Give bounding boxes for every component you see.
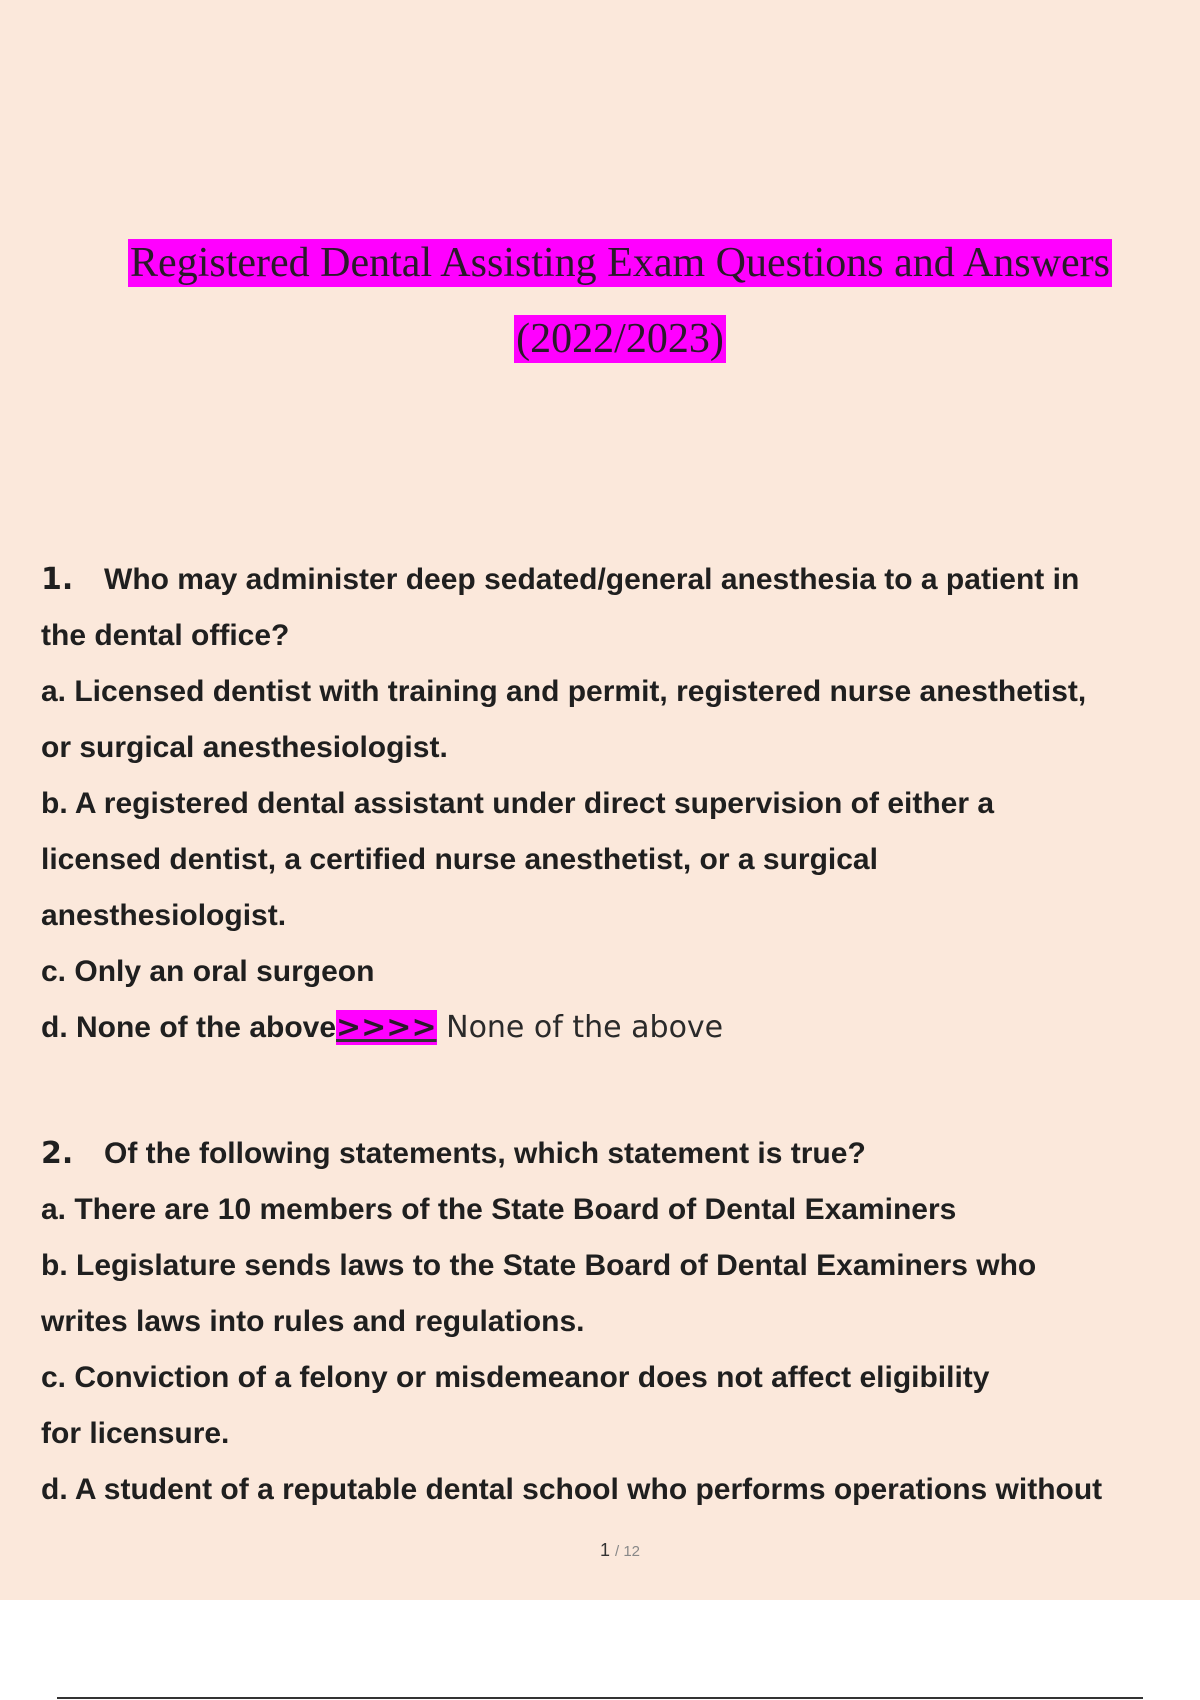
option-line-with-answer <box>41 1000 1191 1056</box>
page-indicator <box>0 1540 1200 1561</box>
title-line-2: (2022/2023) <box>516 316 724 362</box>
question-1 <box>41 552 1191 1056</box>
total-pages: / 12 <box>615 1543 641 1560</box>
question-line: Who may administer deep sedated/general anesthesia to a patient in <box>104 563 1080 596</box>
question-text <box>41 1126 1191 1182</box>
option-line: b. A registered dental assistant under direct supervision of either a <box>41 787 995 820</box>
option-line: a. There are 10 members of the State Board of Dental Examiners <box>41 1193 957 1226</box>
option-line: anesthesiologist. <box>41 899 287 932</box>
option-line: c. Only an oral surgeon <box>41 955 375 988</box>
title-line-1: Registered Dental Assisting Exam Questions and Answers <box>130 240 1110 286</box>
document-title <box>0 225 1200 377</box>
option-line: d. A student of a reputable dental school who performs operations without <box>41 1473 1103 1506</box>
answer-text <box>437 1010 724 1045</box>
question-spacer <box>41 1056 1191 1126</box>
question-list <box>41 552 1191 1518</box>
question-2 <box>41 1126 1191 1518</box>
question-number: 1. <box>41 562 74 597</box>
option-line: a. Licensed dentist with training and permit, registered nurse anesthetist, <box>41 675 1087 708</box>
current-page: 1 <box>599 1540 610 1560</box>
option-line: writes laws into rules and regulations. <box>41 1305 585 1338</box>
question-text <box>41 552 1191 608</box>
option-line: c. Conviction of a felony or misdemeanor does not affect eligibility <box>41 1361 990 1394</box>
question-line: Of the following statements, which statement is true? <box>104 1137 866 1170</box>
question-number: 2. <box>41 1136 74 1171</box>
next-page-divider <box>57 1697 1143 1699</box>
option-line: or surgical anesthesiologist. <box>41 731 448 764</box>
answer-value: None of the above <box>446 1010 724 1045</box>
option-line: licensed dentist, a certified nurse anesthetist, or a surgical <box>41 843 878 876</box>
question-line: the dental office? <box>41 619 290 652</box>
answer-marker: >>>> <box>336 1010 437 1045</box>
option-line: for licensure. <box>41 1417 230 1450</box>
option-line: b. Legislature sends laws to the State Board of Dental Examiners who <box>41 1249 1037 1282</box>
option-text: d. None of the above <box>41 1011 337 1044</box>
